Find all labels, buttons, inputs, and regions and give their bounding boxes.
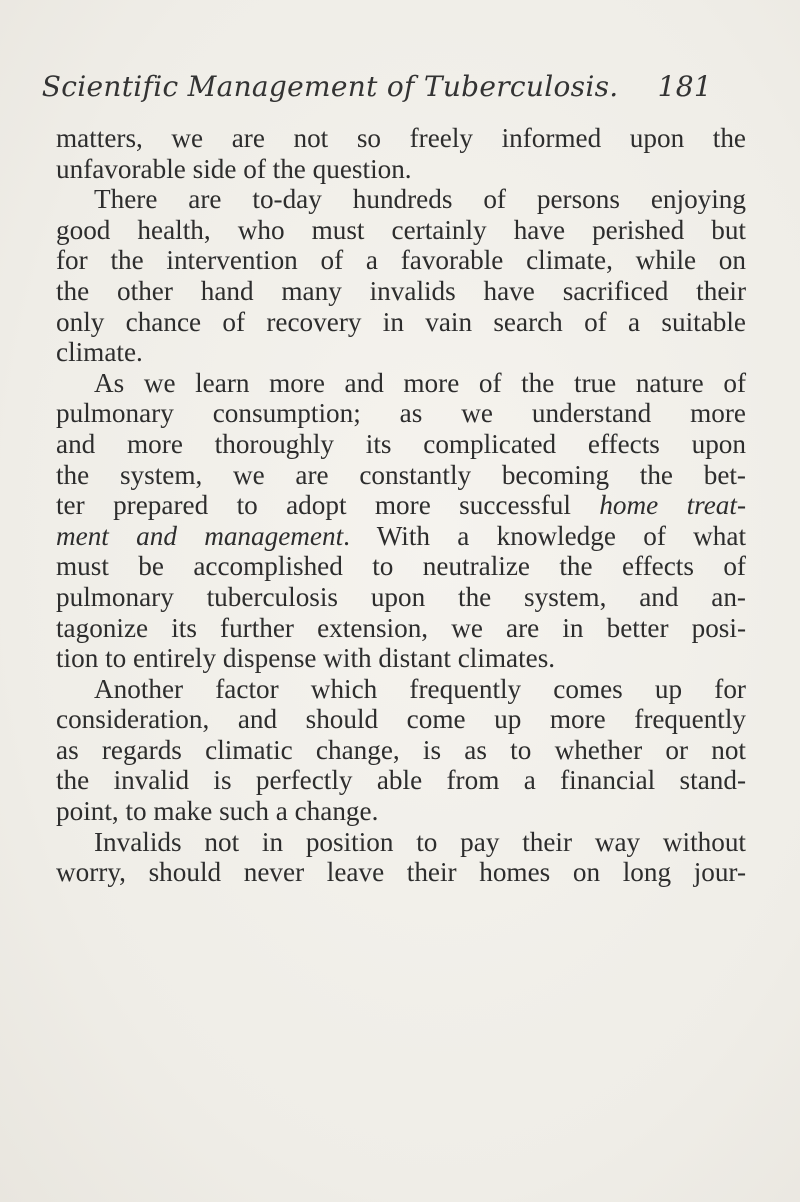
text-line: Another factor which frequently comes up for xyxy=(94,673,746,704)
text-line: point, to make such a change. xyxy=(56,796,379,827)
text-line: unfavorable side of the question. xyxy=(56,153,412,184)
running-title: Scientific Management of Tuberculosis. xyxy=(41,70,619,103)
page-number: 181 xyxy=(657,70,712,103)
emphasis-text: home treat- xyxy=(599,490,746,521)
text-line: Invalids not in position to pay their way without xyxy=(94,826,746,857)
text-line: There are to-day hundreds of persons enjoying xyxy=(94,184,746,215)
page-header xyxy=(42,70,712,103)
body-text xyxy=(56,123,746,888)
text-line: climate. xyxy=(56,337,143,368)
text-line: only chance of recovery in vain search of a suitable xyxy=(56,306,746,337)
text-line: pulmonary tuberculosis upon the system, and an- xyxy=(56,581,746,612)
text-line: consideration, and should come up more frequently xyxy=(56,704,746,735)
text-line: the system, we are constantly becoming the bet- xyxy=(56,459,746,490)
text-line: as regards climatic change, is as to whether or not xyxy=(56,734,746,765)
text-line: pulmonary consumption; as we understand more xyxy=(56,398,746,429)
text-line: the other hand many invalids have sacrificed their xyxy=(56,275,746,306)
text-line: good health, who must certainly have perished but xyxy=(56,214,746,245)
text-line: the invalid is perfectly able from a financial stand- xyxy=(56,765,746,796)
text-line: and more thoroughly its complicated effects upon xyxy=(56,428,746,459)
text-line: ter prepared to adopt more successful home treat- xyxy=(56,490,746,521)
text-line: tagonize its further extension, we are in better posi- xyxy=(56,612,746,643)
text-line: for the intervention of a favorable climate, while on xyxy=(56,245,746,276)
emphasis-text: ment and management xyxy=(56,520,344,551)
text-line: matters, we are not so freely informed upon the xyxy=(56,123,746,153)
text-line: must be accomplished to neutralize the effects of xyxy=(56,551,746,582)
text-line: worry, should never leave their homes on long jour- xyxy=(56,857,746,888)
text-line: ment and management. With a knowledge of what xyxy=(56,520,747,551)
text-line: tion to entirely dispense with distant climates. xyxy=(56,643,556,674)
text-line: As we learn more and more of the true nature of xyxy=(94,367,746,398)
